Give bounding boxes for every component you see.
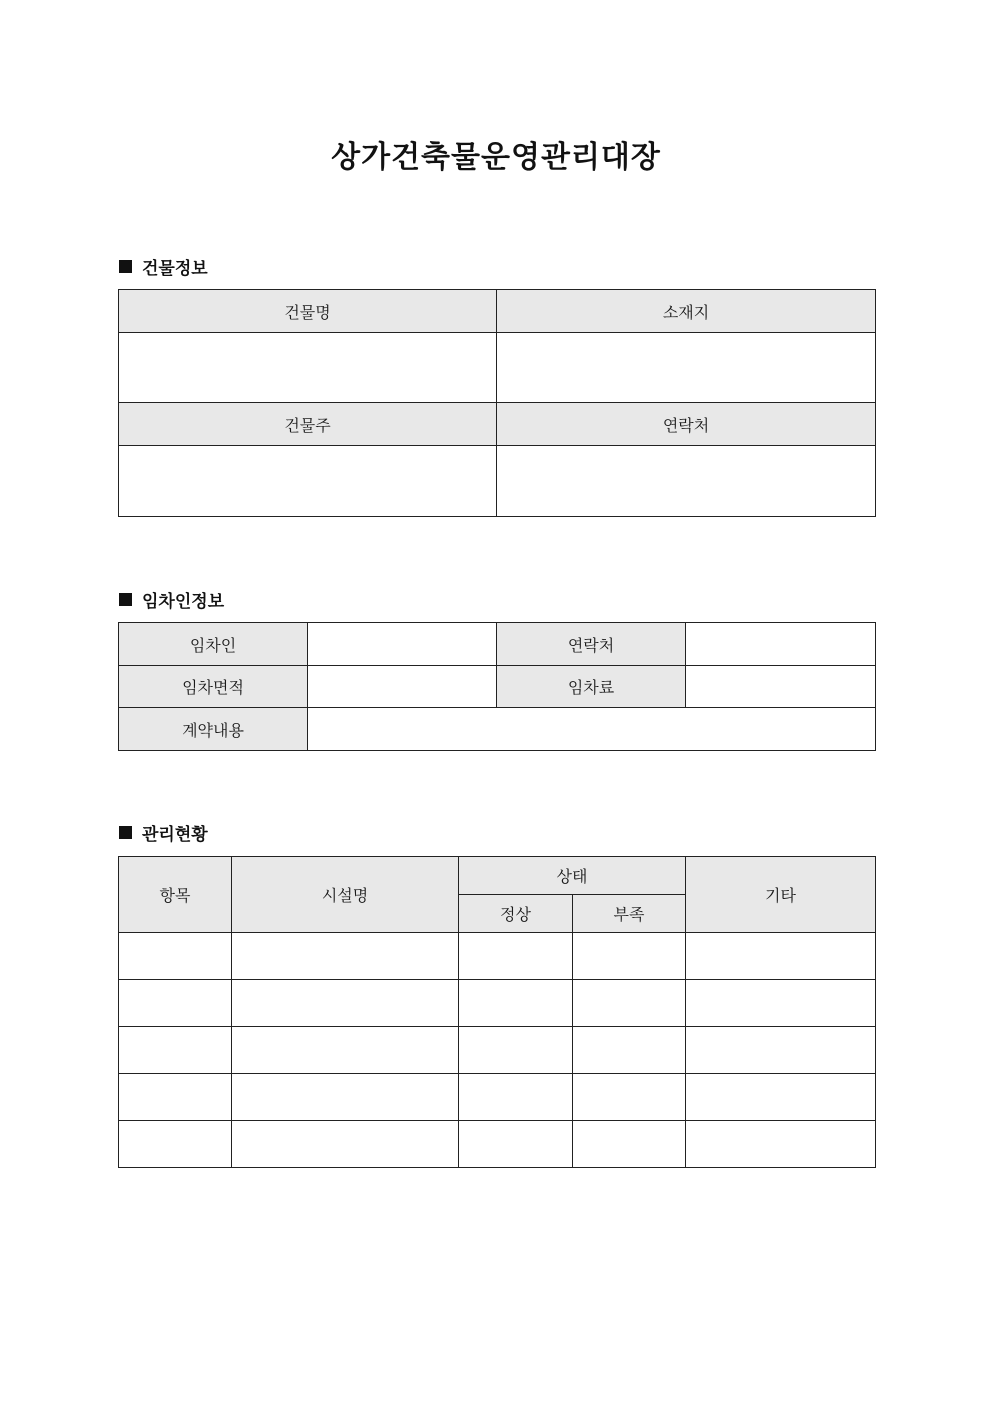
tenant-area-field[interactable] <box>308 666 497 708</box>
table-row <box>119 980 876 1027</box>
building-info-table <box>118 289 876 517</box>
table-row <box>119 933 876 980</box>
lacking-cell[interactable] <box>573 980 686 1027</box>
header-status-normal: 정상 <box>459 895 573 933</box>
normal-cell[interactable] <box>459 1074 573 1121</box>
section-tenant-title: 임차인정보 <box>142 592 225 612</box>
normal-cell[interactable] <box>459 1121 573 1168</box>
facility-cell[interactable] <box>232 1121 459 1168</box>
header-other: 기타 <box>686 857 876 933</box>
square-bullet-icon <box>119 260 132 273</box>
header-tenant-contact: 연락처 <box>497 623 686 666</box>
header-tenant-contract: 계약내용 <box>119 708 308 751</box>
header-building-location: 소재지 <box>497 290 876 333</box>
section-management-title: 관리현황 <box>142 825 208 845</box>
other-cell[interactable] <box>686 1121 876 1168</box>
other-cell[interactable] <box>686 980 876 1027</box>
tenant-name-field[interactable] <box>308 623 497 666</box>
tenant-fee-field[interactable] <box>686 666 876 708</box>
header-status-lacking: 부족 <box>573 895 686 933</box>
section-building-label <box>119 254 208 279</box>
tenant-info-table <box>118 622 876 751</box>
building-location-field[interactable] <box>497 333 876 403</box>
other-cell[interactable] <box>686 1074 876 1121</box>
other-cell[interactable] <box>686 933 876 980</box>
section-management-label <box>119 820 208 845</box>
building-contact-field[interactable] <box>497 446 876 517</box>
header-item: 항목 <box>119 857 232 933</box>
table-row <box>119 1121 876 1168</box>
lacking-cell[interactable] <box>573 1074 686 1121</box>
management-status-table <box>118 856 876 1168</box>
table-row <box>119 1074 876 1121</box>
lacking-cell[interactable] <box>573 1121 686 1168</box>
tenant-contract-field[interactable] <box>308 708 876 751</box>
square-bullet-icon <box>119 593 132 606</box>
facility-cell[interactable] <box>232 1074 459 1121</box>
facility-cell[interactable] <box>232 1027 459 1074</box>
header-tenant-fee: 임차료 <box>497 666 686 708</box>
header-building-contact: 연락처 <box>497 403 876 446</box>
header-tenant: 임차인 <box>119 623 308 666</box>
normal-cell[interactable] <box>459 980 573 1027</box>
section-building-title: 건물정보 <box>142 259 208 279</box>
facility-cell[interactable] <box>232 933 459 980</box>
item-cell[interactable] <box>119 1074 232 1121</box>
normal-cell[interactable] <box>459 933 573 980</box>
item-cell[interactable] <box>119 933 232 980</box>
lacking-cell[interactable] <box>573 933 686 980</box>
normal-cell[interactable] <box>459 1027 573 1074</box>
lacking-cell[interactable] <box>573 1027 686 1074</box>
facility-cell[interactable] <box>232 980 459 1027</box>
item-cell[interactable] <box>119 1121 232 1168</box>
square-bullet-icon <box>119 826 132 839</box>
item-cell[interactable] <box>119 980 232 1027</box>
page-title: 상가건축물운영관리대장 <box>331 140 661 175</box>
header-building-owner: 건물주 <box>119 403 497 446</box>
header-tenant-area: 임차면적 <box>119 666 308 708</box>
building-owner-field[interactable] <box>119 446 497 517</box>
header-status: 상태 <box>459 857 686 895</box>
item-cell[interactable] <box>119 1027 232 1074</box>
other-cell[interactable] <box>686 1027 876 1074</box>
tenant-contact-field[interactable] <box>686 623 876 666</box>
section-tenant-label <box>119 587 224 612</box>
table-row <box>119 1027 876 1074</box>
header-building-name: 건물명 <box>119 290 497 333</box>
header-facility: 시설명 <box>232 857 459 933</box>
building-name-field[interactable] <box>119 333 497 403</box>
